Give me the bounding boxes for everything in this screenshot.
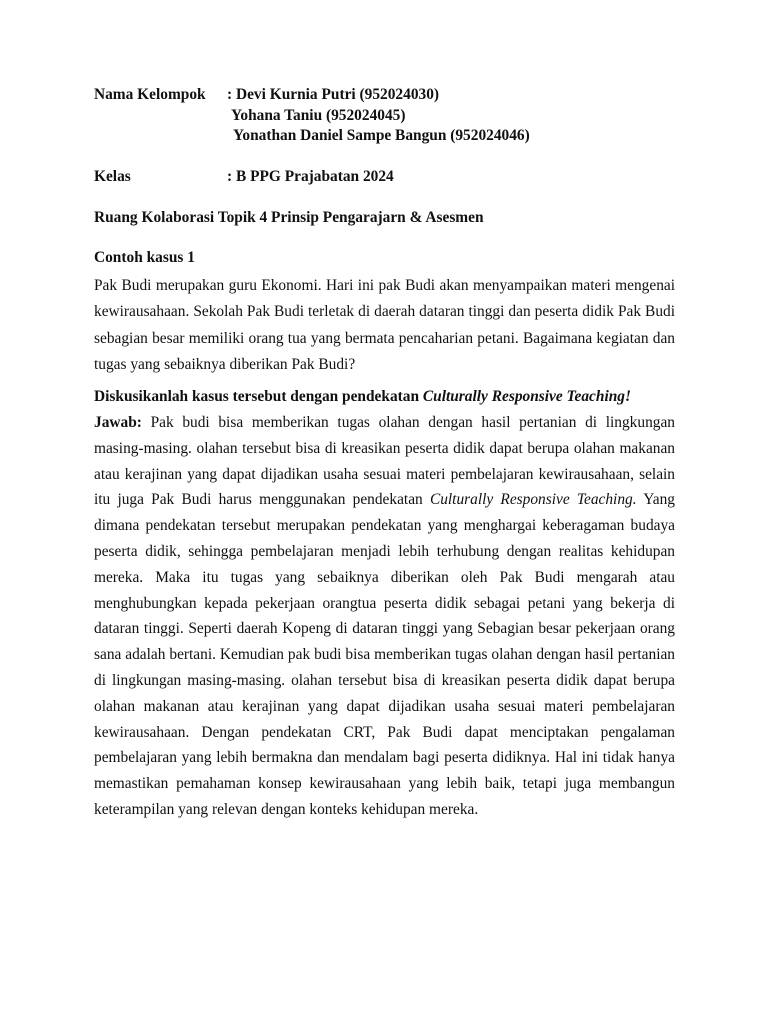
answer-emphasis: Culturally Responsive Teaching. [429, 491, 637, 509]
question-prefix: Diskusikanlah kasus tersebut dengan pendekatan [94, 388, 423, 405]
document-title: Ruang Kolaborasi Topik 4 Prinsip Pengarajarn & Asesmen [94, 209, 484, 226]
class-value: : B PPG Prajabatan 2024 [227, 168, 394, 185]
class-label: Kelas [94, 168, 131, 185]
group-member-2: Yohana Taniu (952024045) [231, 107, 406, 124]
answer-label: Jawab: [94, 414, 142, 431]
question-line [94, 388, 631, 406]
question-emphasis: Culturally Responsive Teaching! [422, 388, 631, 405]
answer-paragraph [94, 410, 675, 823]
group-member-1: : Devi Kurnia Putri (952024030) [227, 86, 440, 103]
group-member-3: Yonathan Daniel Sampe Bangun (952024046) [233, 127, 530, 144]
answer-text-2: Yang dimana pendekatan tersebut merupakan pendekatan yang menghargai keberagaman budaya peserta didik, sehingga pembelajaran menjadi lebih terhubung dengan realitas kehidupan mereka. Maka itu tugas yang sebaiknya diberikan oleh Pak Budi mengarah atau menghubungkan kepada pekerjaan orangtua peserta didik sebagai petani yang bekerja di dataran tinggi. Seperti daerah Kopeng di dataran tinggi yang Sebagian besar pekerjaan orang sana adalah bertani. Kemudian pak budi bisa memberikan tugas olahan dengan hasil pertanian di lingkungan masing-masing. olahan tersebut bisa di kreasikan peserta didik dapat berupa olahan makanan atau kerajinan yang dapat dijadikan usaha sesuai materi pembelajaran kewirausahaan. Dengan pendekatan CRT, Pak Budi dapat menciptakan pengalaman pembelajaran yang lebih bermakna dan mendalam bagi peserta didiknya. Hal ini tidak hanya memastikan pemahaman konsep kewirausahaan yang lebih baik, tetapi juga membangun keterampilan yang relevan dengan konteks kehidupan mereka. [94, 491, 676, 818]
group-label: Nama Kelompok [94, 86, 206, 103]
case-text: Pak Budi merupakan guru Ekonomi. Hari ini pak Budi akan menyampaikan materi mengenai kewirausahaan. Sekolah Pak Budi terletak di daerah dataran tinggi dan peserta didik Pak Budi sebagian besar memiliki orang tua yang bermata pencaharian petani. Bagaimana kegiatan dan tugas yang sebaiknya diberikan Pak Budi? [94, 277, 675, 373]
answer-text-1: Pak budi bisa memberikan tugas olahan dengan hasil pertanian di lingkungan masing-masing. olahan tersebut bisa di kreasikan peserta didik dapat berupa olahan makanan atau kerajinan yang dapat dijadikan usaha sesuai materi pembelajaran kewirausahaan, selain itu juga Pak Budi harus menggunakan pendekatan [94, 414, 675, 509]
case-heading: Contoh kasus 1 [94, 249, 195, 266]
